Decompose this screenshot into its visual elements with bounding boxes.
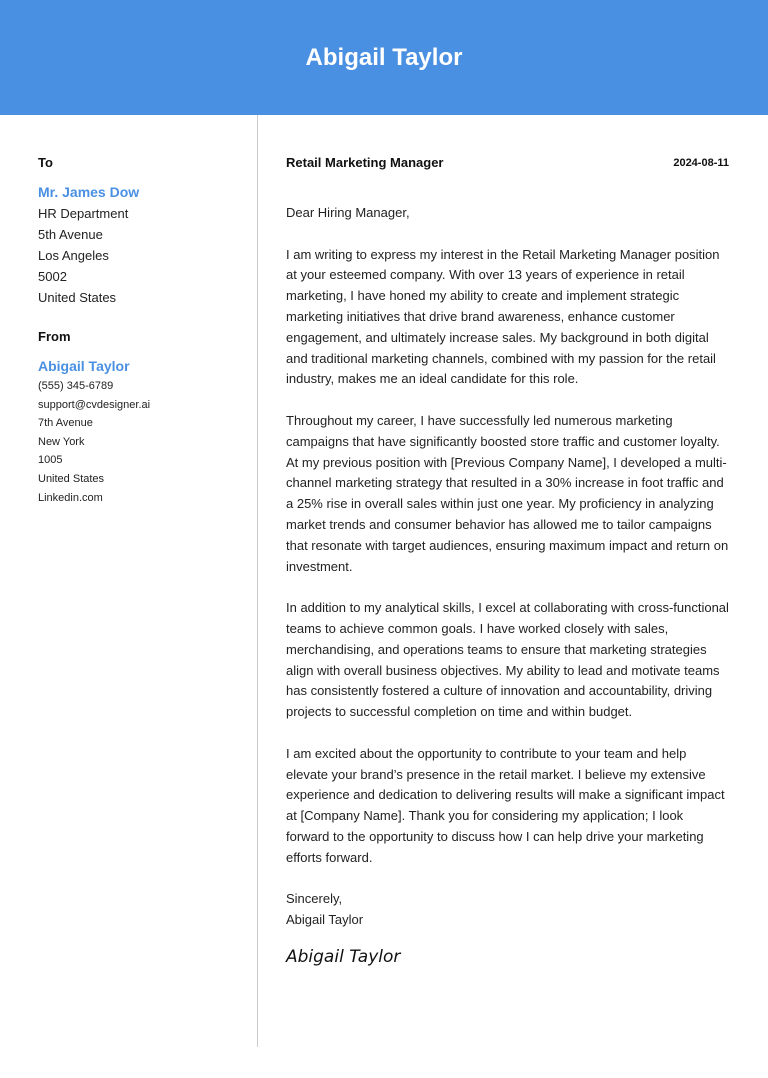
sender-linkedin: Linkedin.com xyxy=(38,491,103,504)
paragraph-3: In addition to my analytical skills, I excel at collaborating with cross-functional teams to achieve common goals. I have worked closely with sales, merchandising, and operations teams to ensure that marketing strategies align with overall business objectives. My ability to lead and motivate teams has consistently fostered a culture of innovation and accountability, driving projects to successful completion on time and within budget. xyxy=(286,600,729,720)
sender-block xyxy=(38,328,248,507)
letter-body xyxy=(286,154,729,969)
sidebar xyxy=(38,154,248,507)
recipient-department: HR Department xyxy=(38,206,129,221)
paragraph-4: I am excited about the opportunity to contribute to your team and help elevate your brand’s presence in the retail market. I believe my extensive experience and dedication to delivering results will make a significant impact at [Company Name]. Thank you for considering my application; I look forward to the opportunity to discuss how I can help drive your marketing efforts forward. xyxy=(286,745,725,865)
closing xyxy=(286,889,729,931)
job-title: Retail Marketing Manager xyxy=(286,155,444,170)
sender-heading: From xyxy=(38,329,71,344)
recipient-zip: 5002 xyxy=(38,269,67,284)
recipient-heading: To xyxy=(38,155,53,170)
letter-header xyxy=(286,154,729,172)
sender-city: New York xyxy=(38,435,85,448)
recipient-country: United States xyxy=(38,290,117,305)
closing-name: Abigail Taylor xyxy=(286,912,364,928)
sender-zip: 1005 xyxy=(38,454,63,467)
sender-phone: (555) 345-6789 xyxy=(38,380,114,392)
recipient-block xyxy=(38,154,248,308)
recipient-city: Los Angeles xyxy=(38,248,109,263)
closing-phrase: Sincerely, xyxy=(286,891,343,907)
header-banner xyxy=(0,0,768,115)
column-divider xyxy=(257,115,258,1047)
applicant-name-title: Abigail Taylor xyxy=(305,44,463,71)
recipient-name: Mr. James Dow xyxy=(38,184,140,200)
sender-street: 7th Avenue xyxy=(38,417,93,430)
sender-country: United States xyxy=(38,472,105,485)
sender-name: Abigail Taylor xyxy=(38,358,130,374)
letter-date: 2024-08-11 xyxy=(673,157,729,169)
paragraph-1: I am writing to express my interest in the Retail Marketing Manager position at your esteemed company. With over 13 years of experience in retail marketing, I have honed my ability to create and implement strategic marketing initiatives that drive brand awareness, enhance customer engagement, and ultimately increase sales. My background in both digital and traditional marketing channels, combined with my passion for the retail industry, makes me an ideal candidate for this role. xyxy=(286,246,720,387)
paragraph-2: Throughout my career, I have successfully led numerous marketing campaigns that have significantly boosted store traffic and customer loyalty. At my previous position with [Previous Company Name], I developed a multi-channel marketing strategy that resulted in a 30% increase in foot traffic and a 25% rise in overall sales within just one year. My proficiency in analyzing market trends and consumer behavior has allowed me to tailor campaigns that resonate with target audiences, ensuring maximum impact and return on investment. xyxy=(286,412,729,574)
greeting: Dear Hiring Manager, xyxy=(286,205,410,220)
sender-email: support@cvdesigner.ai xyxy=(38,398,151,411)
handwritten-signature: Abigail Taylor xyxy=(286,946,401,967)
recipient-street: 5th Avenue xyxy=(38,227,103,242)
